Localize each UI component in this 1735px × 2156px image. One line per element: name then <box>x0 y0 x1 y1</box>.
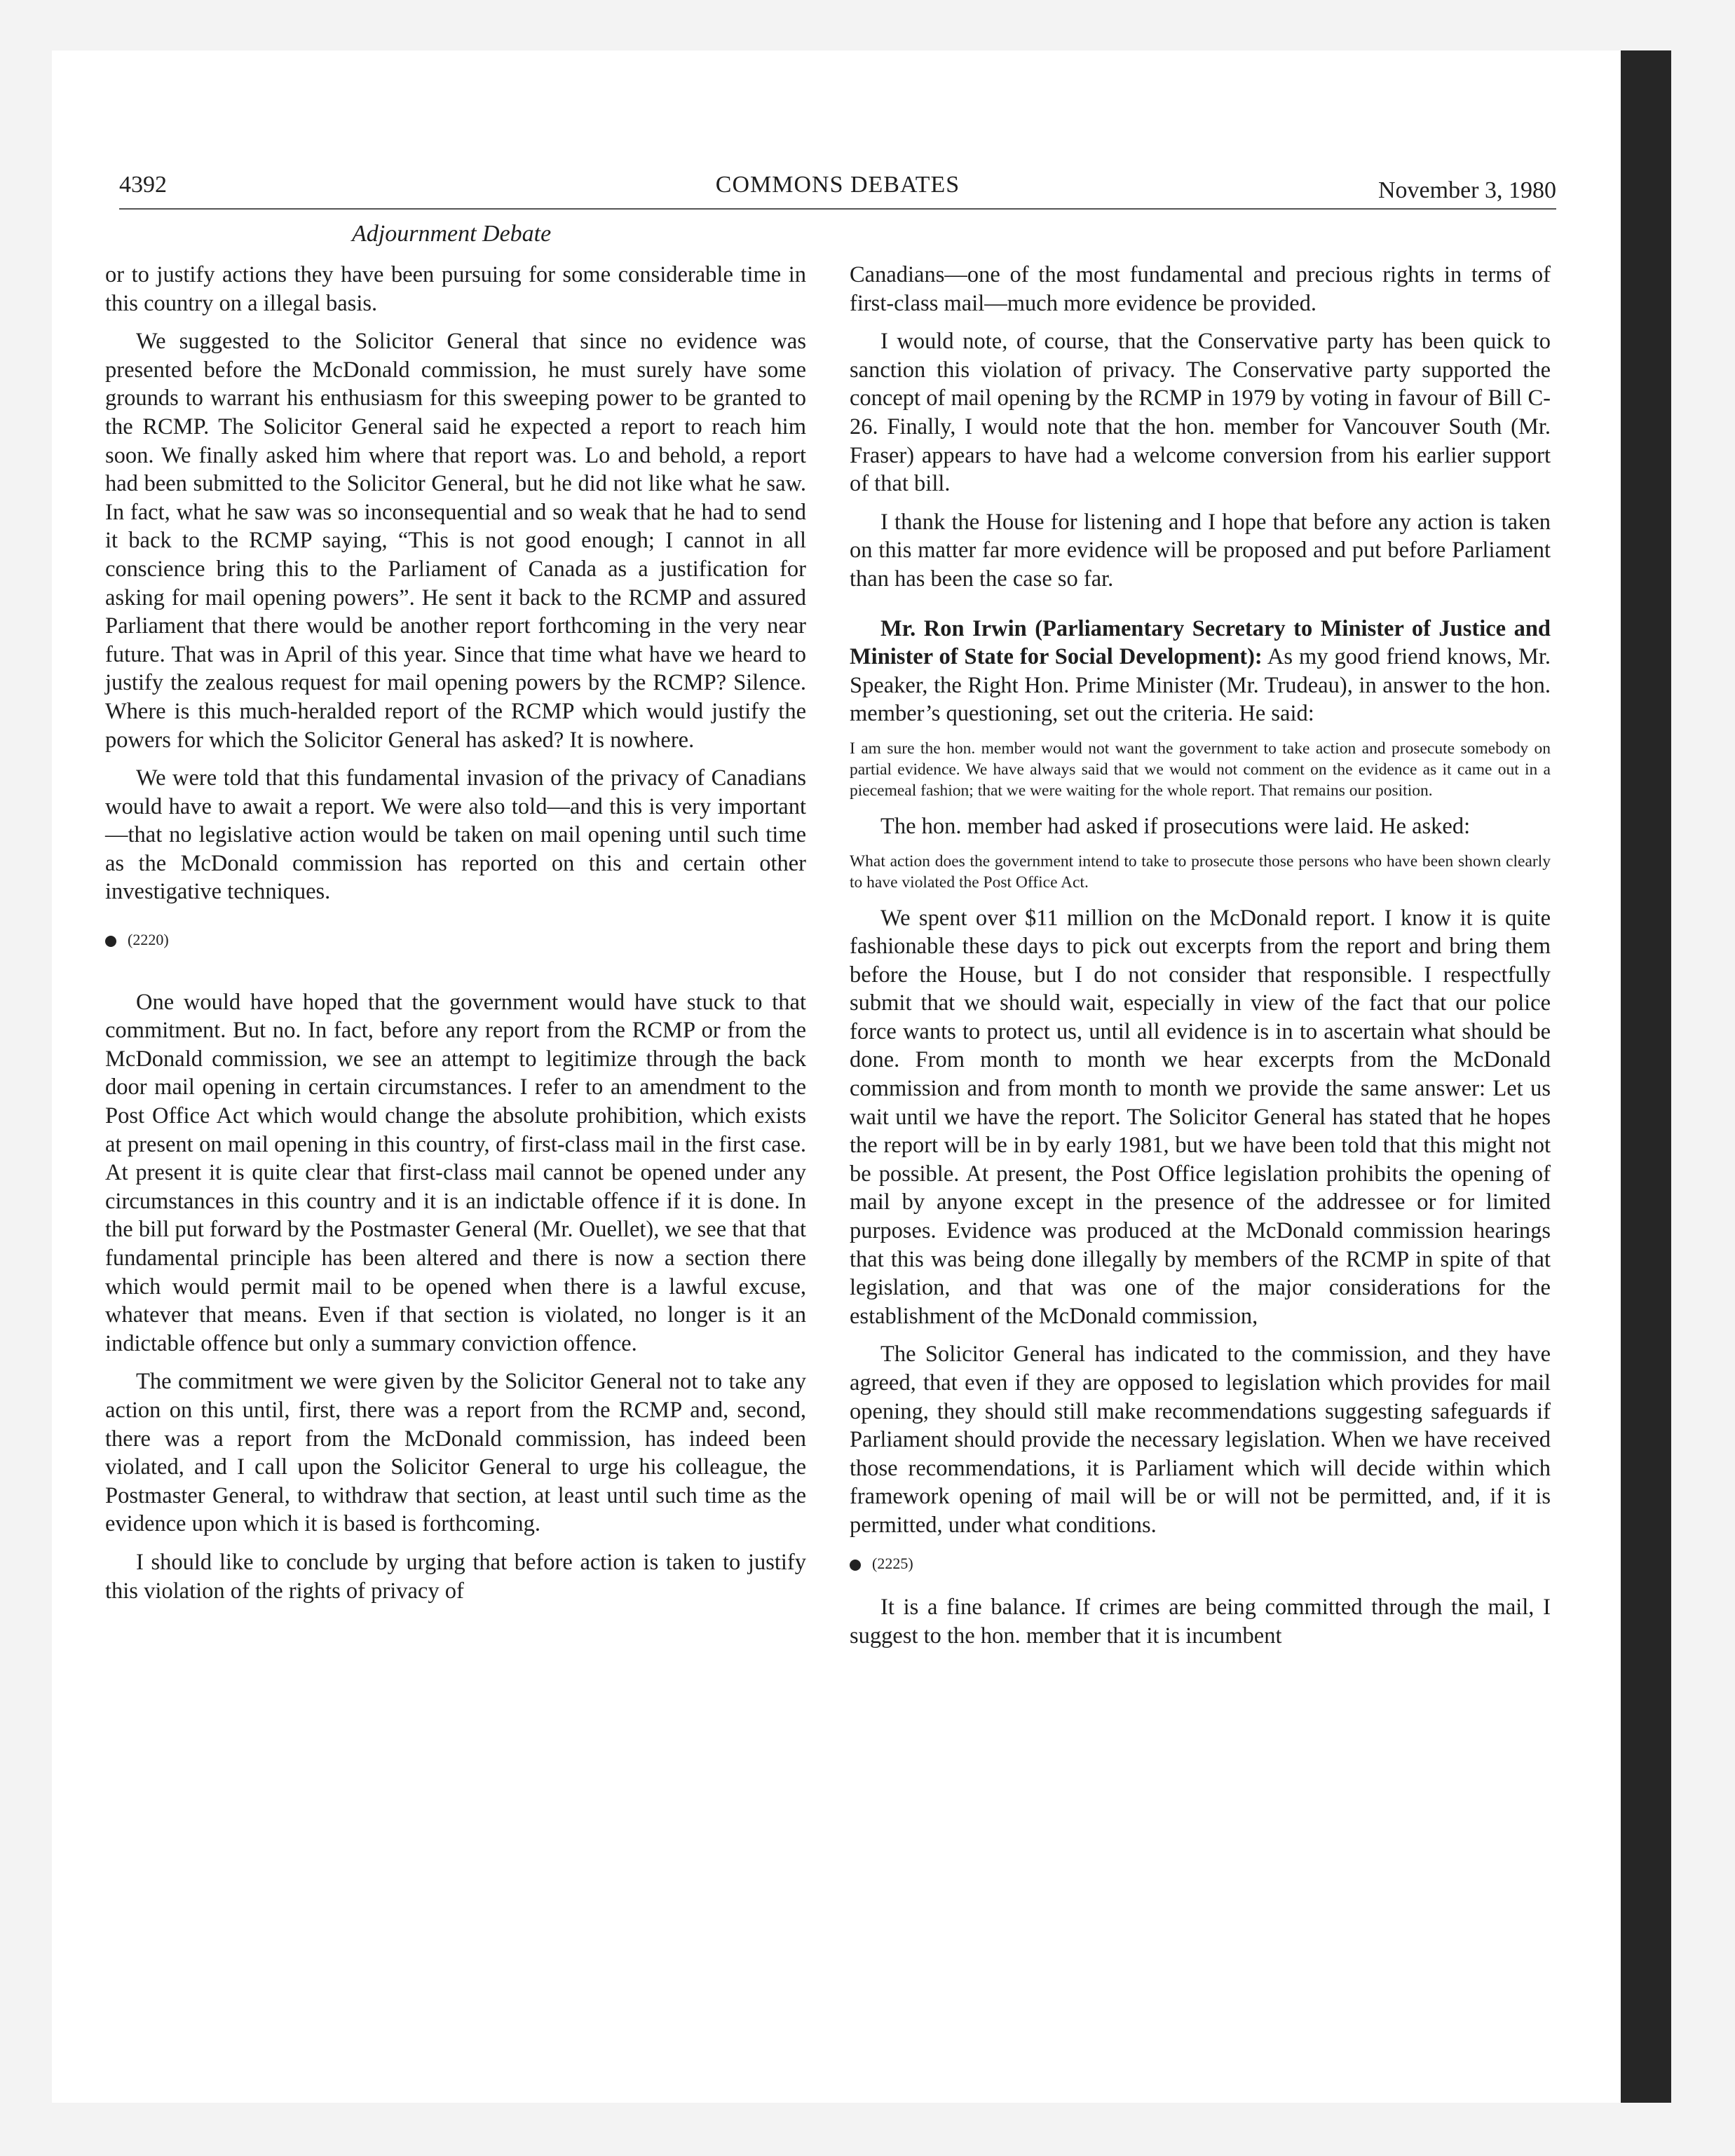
paragraph: The hon. member had asked if prosecutions were laid. He asked: <box>880 813 1471 839</box>
paragraph: It is a fine balance. If crimes are being committed through the mail, I suggest to the hon. member that it is incumbent <box>850 1595 1551 1649</box>
paragraph: The Solicitor General has indicated to the commission, and they have agreed, that even if they are opposed to legislation which provides for mail opening, they should still make recommendations suggesting safeguards if Parliament should provide the necessary legislation. When we have received those recommendations, it is Parliament which will decide within which framework opening of mail will be or will not be permitted, and, if it is permitted, under what conditions. <box>850 1342 1551 1538</box>
speaker-name: Mr. Ron Irwin (Parliamentary Secretary to Minister of Justice and Minister of State for Social Development): <box>850 615 1551 670</box>
right-column <box>850 261 1551 1660</box>
paragraph: We were told that this fundamental invasion of the privacy of Canadians would have to await a report. We were also told—and this is very important—that no legislative action would be taken on mail opening until such time as the McDonald commission has reported on this and certain other investigative techniques. <box>105 765 806 905</box>
time-marker <box>850 1550 1551 1578</box>
publication-date: November 3, 1980 <box>1377 177 1556 203</box>
block-quote: I am sure the hon. member would not want the government to take action and prosecute somebody on partial evidence. We have always said that we would not comment on the evidence as it came out in a piecemeal fashion; that we were waiting for the whole report. That remains our position. <box>850 739 1551 800</box>
paragraph: I would note, of course, that the Conservative party has been quick to sanction this violation of privacy. The Conservative party supported the concept of mail opening by the RCMP in 1979 by voting in favour of Bill C-26. Finally, I would note that the hon. member for Vancouver South (Mr. Fraser) appears to have had a welcome conversion from his earlier support of that bill. <box>850 329 1551 497</box>
paragraph: We suggested to the Solicitor General that since no evidence was presented before the McDonald commission, he must surely have some grounds to warrant his enthusiasm for this sweeping power to be granted to the RCMP. The Solicitor General said he expected a report to reach him soon. We finally asked him where that report was. Lo and behold, a report had been submitted to the Solicitor General, but he did not like what he saw. In fact, what he saw was so inconsequential and so weak that he had to send it back to the RCMP saying, “This is not good enough; I cannot in all conscience bring this to the Parliament of Canada as a justification for asking for mail opening powers”. He sent it back to the RCMP and assured Parliament that there would be another report forthcoming in the very near future. That was in April of this year. Since that time what have we heard to justify the zealous request for mail opening powers by the RCMP? Silence. Where is this much-heralded report of the RCMP which would justify the powers for which the Solicitor General has asked? It is nowhere. <box>105 329 806 753</box>
bullet-icon <box>850 1560 861 1571</box>
section-title: Adjournment Debate <box>352 221 552 247</box>
time-marker-label: (2225) <box>872 1554 913 1572</box>
time-marker-label: (2220) <box>128 931 169 949</box>
page-header <box>119 172 1556 210</box>
paragraph: The commitment we were given by the Solicitor General not to take any action on this until, first, there was a report from the RCMP and, second, there was a report from the McDonald commission, has indeed been violated, and I call upon the Solicitor General to urge his colleague, the Postmaster General, to withdraw that section, at least until such time as the evidence upon which it is based is forthcoming. <box>105 1369 806 1537</box>
paragraph: I thank the House for listening and I hope that before any action is taken on this matter far more evidence will be proposed and put before Parliament than has been the case so far. <box>850 509 1551 592</box>
block-quote: What action does the government intend to take to prosecute those persons who have been shown clearly to have violated the Post Office Act. <box>850 852 1551 892</box>
time-marker <box>105 926 806 955</box>
speech-paragraph <box>850 615 1551 728</box>
left-column <box>105 261 806 1615</box>
speech-text: As my good friend knows, Mr. Speaker, the Right Hon. Prime Minister (Mr. Trudeau), in answer to the hon. member’s questioning, set out the criteria. He said: <box>850 644 1551 727</box>
paragraph: I should like to conclude by urging that before action is taken to justify this violation of the rights of privacy of <box>105 1549 806 1604</box>
paragraph: Canadians—one of the most fundamental and precious rights in terms of first-class mail—much more evidence be provided. <box>850 262 1551 316</box>
paragraph: We spent over $11 million on the McDonald report. I know it is quite fashionable these days to pick out excerpts from the report and bring them before the House, but I do not consider that responsible. I respectfully submit that we should wait, especially in view of the fact that our police force wants to protect us, until all evidence is in to ascertain what should be done. From month to month we hear excerpts from the McDonald commission and from month to month we provide the same answer: Let us wait until we have the report. The Solicitor General has stated that he hopes the report will be in by early 1981, but we have been told that this might not be possible. At present, the Post Office legislation prohibits the opening of mail by anyone except in the presence of the addressee or for limited purposes. Evidence was produced at the McDonald commission hearings that this was being done illegally by members of the RCMP in spite of that legislation, and that was one of the major considerations for the establishment of the McDonald commission, <box>850 905 1551 1329</box>
bullet-icon <box>105 936 116 947</box>
paragraph: One would have hoped that the government would have stuck to that commitment. But no. In fact, before any report from the RCMP or from the McDonald commission, we see an attempt to legitimize through the back door mail opening in certain circumstances. I refer to an amendment to the Post Office Act which would change the absolute prohibition, which exists at present on mail opening in this country, of first-class mail in the first case. At present it is quite clear that first-class mail cannot be opened under any circumstances in this country and it is an indictable offence if it is done. In the bill put forward by the Postmaster General (Mr. Ouellet), we see that that fundamental principle has been altered and there is now a section there which would permit mail to be opened when there is a lawful excuse, whatever that means. Even if that section is violated, no longer is it an indictable offence but only a summary conviction offence. <box>105 989 806 1356</box>
paragraph: or to justify actions they have been pursuing for some considerable time in this country on a illegal basis. <box>105 262 806 316</box>
page-number: 4392 <box>119 172 167 198</box>
scan-binding-edge <box>1621 50 1671 2103</box>
publication-title: COMMONS DEBATES <box>715 172 960 198</box>
